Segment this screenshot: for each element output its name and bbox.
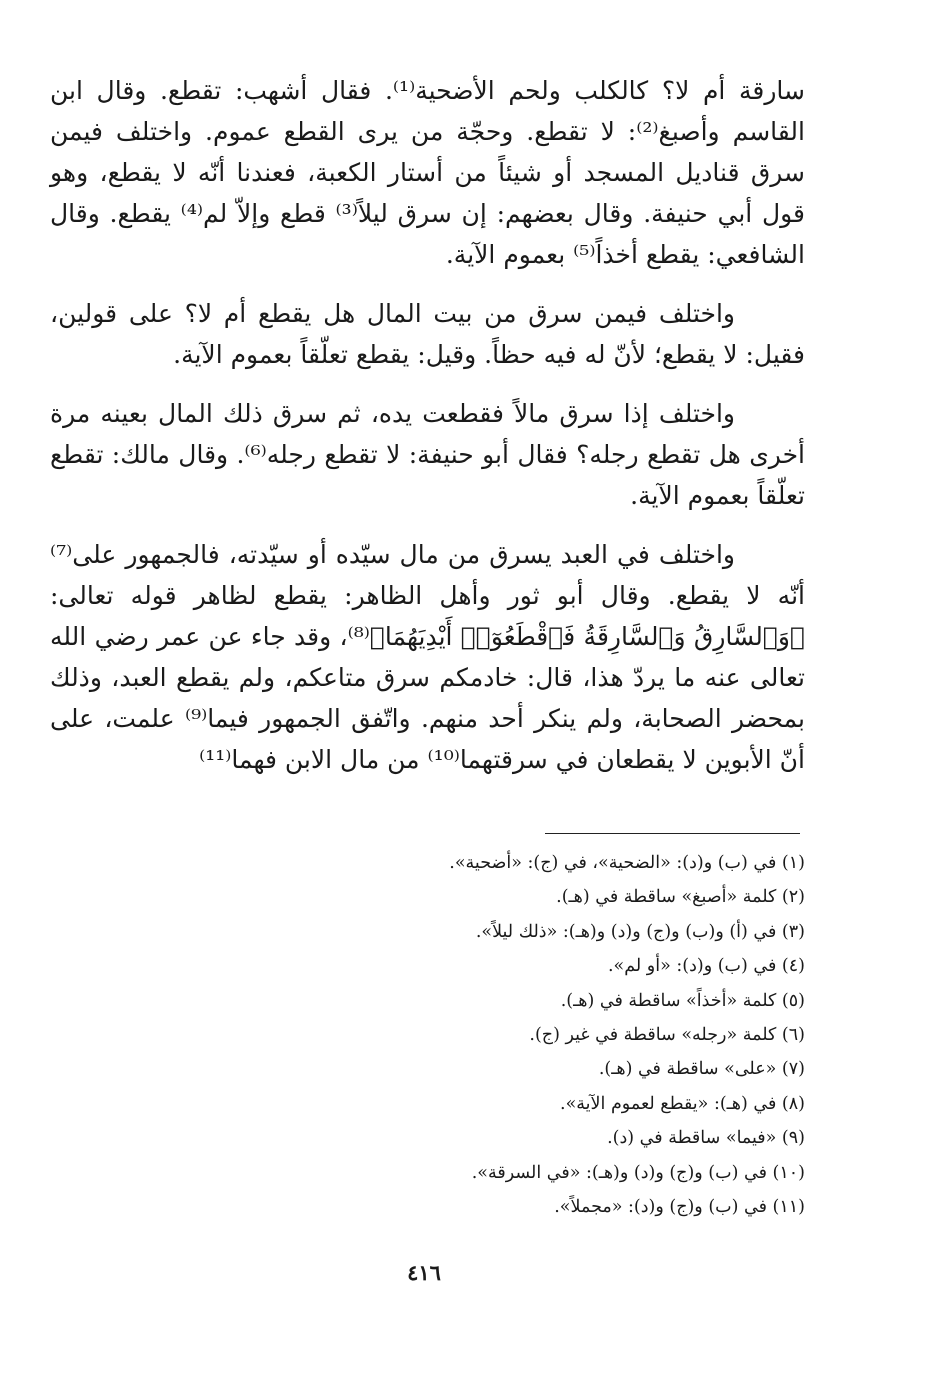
footnote-6: (٦) كلمة «رجله» ساقطة في غير (ج). (529, 1025, 805, 1046)
footnotes (165, 846, 805, 1224)
footnote-8: (٨) في (هـ): «يقطع لعموم الآية». (560, 1093, 805, 1114)
footnote-9: (٩) «فيما» ساقطة في (د). (607, 1128, 805, 1149)
footnote-3: (٣) في (أ) و(ب) و(ج) و(د) و(هـ): «ذلك ليلاً». (475, 921, 805, 942)
footnote-10: (١٠) في (ب) و(ج) و(د) و(هـ): «في السرقة». (471, 1162, 805, 1183)
paragraph-1: سارقة أم لا؟ كالكلب ولحم الأضحية⁽¹⁾. فقال أشهب: تقطع. وقال ابن القاسم وأصبغ⁽²⁾: لا تقطع. وحجّة من يرى القطع عموم. واختلف فيمن سرق قناديل المسجد أو شيئاً من أستار الكعبة، فعندنا أنّه لا يقطع، وهو قول أبي حنيفة. وقال بعضهم: إن سرق ليلاً⁽³⁾ قطع وإلاّ لم⁽⁴⁾ يقطع. وقال الشافعي: يقطع أخذاً⁽⁵⁾ بعموم الآية. (50, 76, 806, 269)
footnote-separator (545, 833, 800, 834)
paragraph-3: واختلف إذا سرق مالاً فقطعت يده، ثم سرق ذلك المال بعينه مرة أخرى هل تقطع رجله؟ فقال أبو حنيفة: لا تقطع رجله⁽⁶⁾. وقال مالك: تقطع تعلّقاً بعموم الآية. (50, 399, 805, 510)
footnote-7: (٧) «على» ساقطة في (هـ). (598, 1059, 805, 1080)
footnote-2: (٢) كلمة «أصبغ» ساقطة في (هـ). (556, 887, 805, 908)
footnote-4: (٤) في (ب) و(د): «أو لم». (607, 956, 805, 977)
paragraph-4: واختلف في العبد يسرق من مال سيّده أو سيّدته، فالجمهور على⁽⁷⁾ أنّه لا يقطع. وقال أبو ثور وأهل الظاهر: يقطع لظاهر قوله تعالى: ﴿وَٱلسَّارِقُ وَٱلسَّارِقَةُ فَٱقْطَعُوٓا۟ أَيْدِيَهُمَا﴾⁽⁸⁾، وقد جاء عن عمر رضي الله تعالى عنه ما يردّ هذا، قال: خادمكم سرق متاعكم، ولم يقطع العبد، وذلك بمحضر الصحابة، ولم ينكر أحد منهم. واتّفق الجمهور فيما⁽⁹⁾ علمت، على أنّ الأبوين لا يقطعان في سرقتهما⁽¹⁰⁾ من مال الابن فهما⁽¹¹⁾ (50, 540, 806, 774)
paragraph-2: واختلف فيمن سرق من بيت المال هل يقطع أم لا؟ على قولين، فقيل: لا يقطع؛ لأنّ له فيه حظاً. وقيل: يقطع تعلّقاً بعموم الآية. (50, 299, 805, 369)
page-number: ٤١٦ (407, 1260, 441, 1285)
footnote-5: (٥) كلمة «أخذاً» ساقطة في (هـ). (560, 990, 805, 1011)
footnote-1: (١) في (ب) و(د): «الضحية»، في (ج): «أضحية». (449, 853, 805, 873)
footnote-11: (١١) في (ب) و(ج) و(د): «مجملاً». (554, 1197, 805, 1218)
main-text (50, 70, 805, 798)
